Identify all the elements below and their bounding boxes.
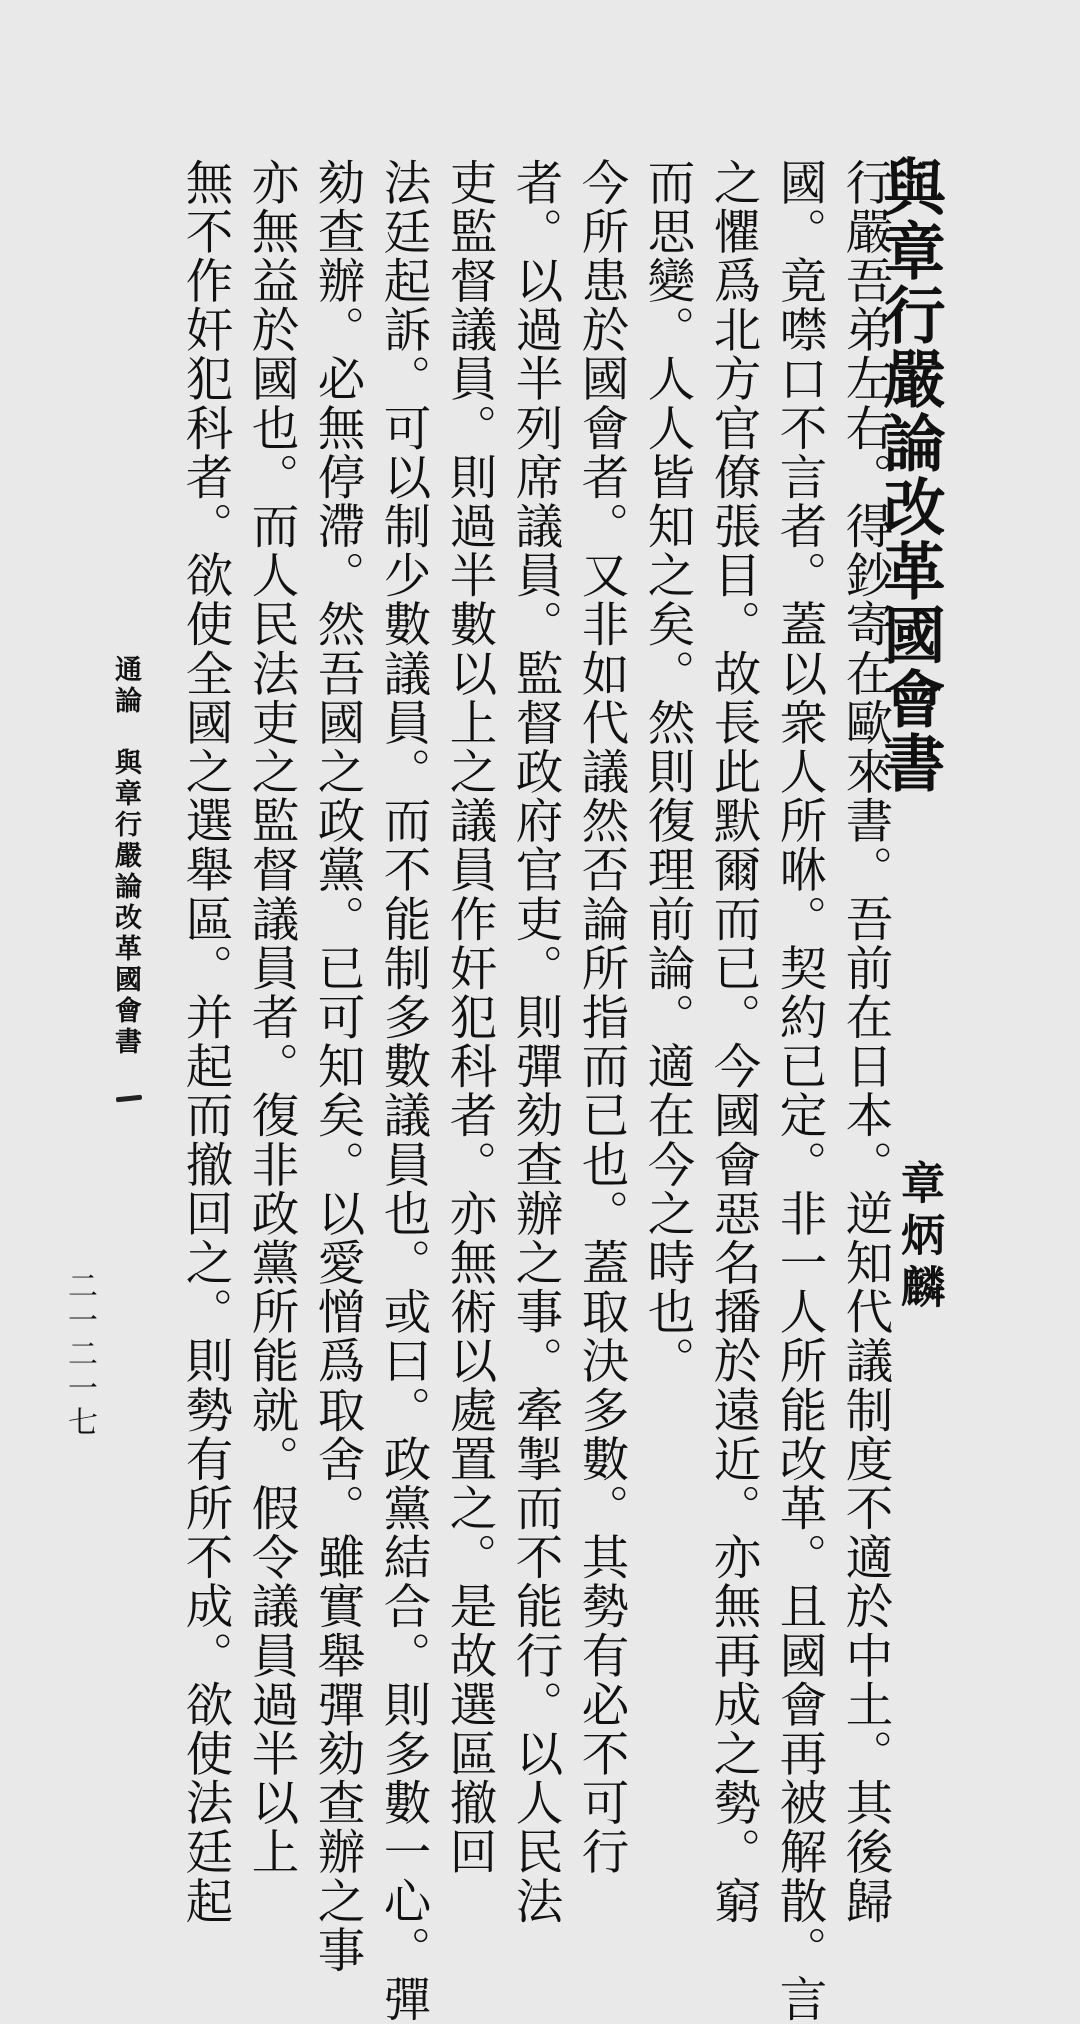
author-name: 章炳麟 — [893, 1160, 944, 1316]
body-column-11: 無不作奸犯科者。欲使全國之選舉區。并起而撤回之。則勢有所不成。欲使法廷起 — [177, 158, 232, 1926]
running-head: 通論 與章行嚴論改革國會書 — [110, 655, 141, 1058]
body-column-9: 劾查辦。必無停滯。然吾國之政黨。已可知矣。以愛憎爲取舍。雖實舉彈劾查辦之事 — [309, 158, 364, 1975]
body-column-8: 法廷起訴。可以制少數議員。而不能制多數議員也。或曰。政黨結合。則多數一心。彈 — [375, 158, 430, 2024]
body-column-3: 之懼爲北方官僚張目。故長此默爾而已。今國會惡名播於遠近。亦無再成之勢。窮 — [705, 158, 760, 1926]
folio-mark — [116, 1095, 142, 1103]
body-column-2: 國。竟噤口不言者。蓋以衆人所咻。契約已定。非一人所能改革。且國會再被解散。言 — [771, 158, 826, 2024]
body-column-10: 亦無益於國也。而人民法吏之監督議員者。復非政黨所能就。假令議員過半以上 — [243, 158, 298, 1877]
body-column-6: 者。以過半列席議員。監督政府官吏。則彈劾查辦之事。牽掣而不能行。以人民法 — [507, 158, 562, 1926]
page-number: 二一二一七 — [62, 1270, 97, 1440]
body-column-7: 吏監督議員。則過半數以上之議員作奸犯科者。亦無術以處置之。是故選區撤回 — [441, 158, 496, 1877]
body-column-1: 行嚴吾弟左右。得鈔寄在歐來書。吾前在日本。逆知代議制度不適於中土。其後歸 — [837, 158, 892, 1926]
body-column-4: 而思變。人人皆知之矣。然則復理前論。適在今之時也。 — [639, 158, 694, 1386]
body-column-5: 今所患於國會者。又非如代議然否論所指而已也。蓋取決多數。其勢有必不可行 — [573, 158, 628, 1877]
essay-title: 與章行嚴論改革國會書 — [873, 155, 946, 795]
